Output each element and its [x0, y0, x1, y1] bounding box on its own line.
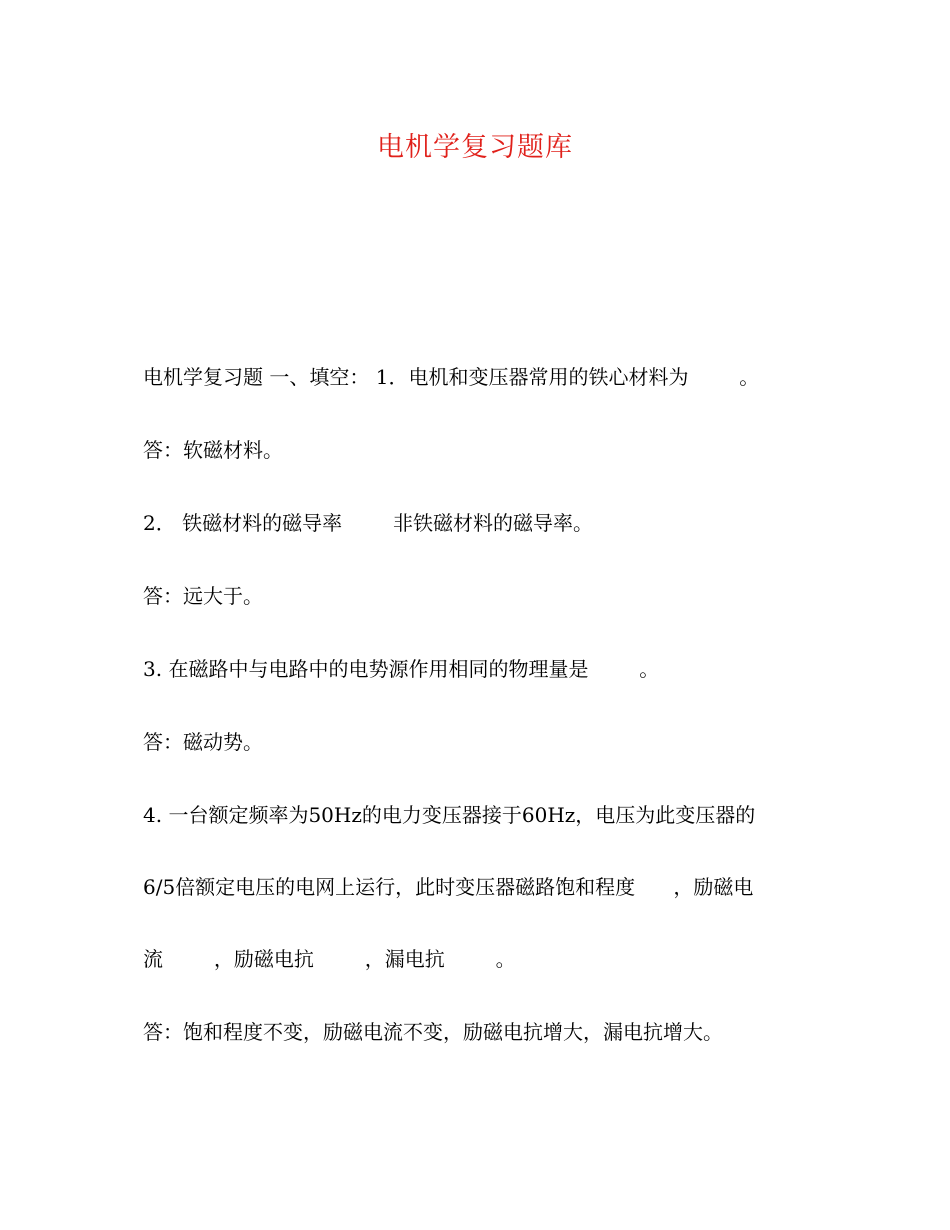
answer-1-text: 答：软磁材料。: [143, 438, 283, 462]
question-4-line-2: 6/5倍额定电压的电网上运行，此时变压器磁路饱和程度 ，励磁电: [143, 875, 754, 899]
question-2-text: 2． 铁磁材料的磁导率 非铁磁材料的磁导率。: [143, 511, 593, 535]
answer-4-text: 答：饱和程度不变，励磁电流不变，励磁电抗增大，漏电抗增大。: [143, 1020, 723, 1044]
answer-3-text: 答：磁动势。: [143, 730, 263, 754]
question-3-text: 3. 在磁路中与电路中的电势源作用相同的物理量是 。: [143, 657, 660, 681]
document-title: 电机学复习题库: [377, 132, 573, 163]
question-4-line-3: 流 ，励磁电抗 ，漏电抗 。: [143, 947, 516, 971]
question-4-line-1: 4. 一台额定频率为50Hz的电力变压器接于60Hz，电压为此变压器的: [143, 803, 756, 827]
question-1-text: 电机学复习题 一、填空： 1．电机和变压器常用的铁心材料为 。: [143, 365, 760, 389]
answer-2-text: 答：远大于。: [143, 584, 263, 608]
